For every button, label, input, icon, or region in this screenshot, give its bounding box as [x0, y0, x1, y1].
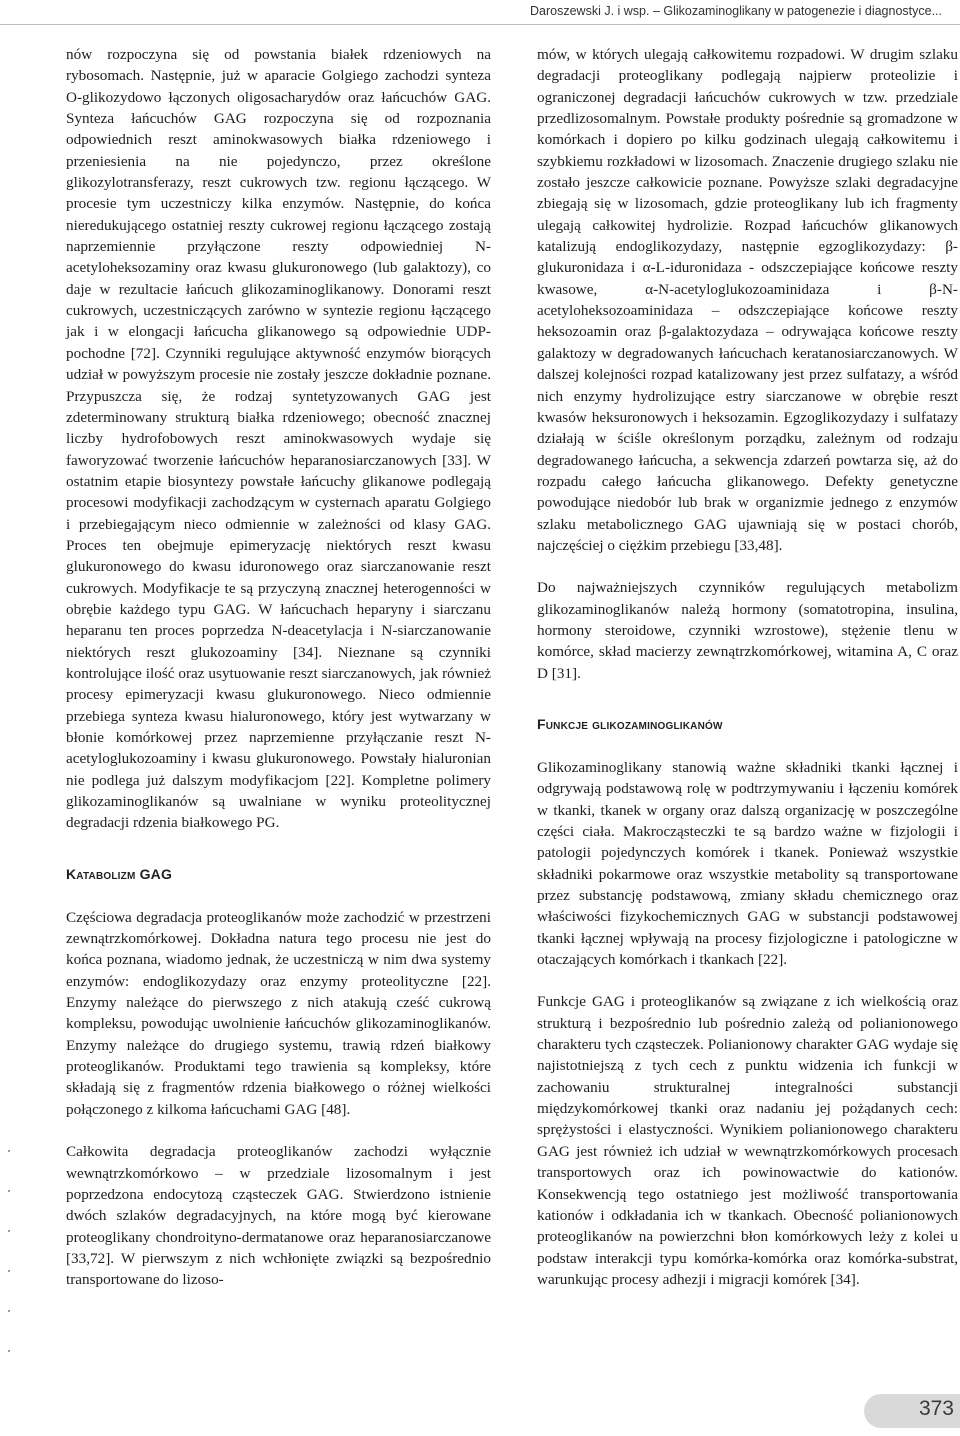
body-paragraph: Całkowita degradacja proteoglikanów zachodzi wyłącznie wewnątrzkomórkowo – w przedziale lizosomalnym i jest poprzedzona endocytozą cząsteczek GAG. Stwierdzono istnienie dwóch szlaków degradacyjnych, na które mogą być kierowane proteoglikany chondroityno-dermatanowe oraz heparanosiarczanowe [33,72]. W pierwszym z nich wchłonięte związki są bezpośrednio transportowane do lizoso-: [66, 1143, 491, 1289]
body-paragraph: Glikozaminoglikany stanowią ważne składniki tkanki łącznej i odgrywają podstawową rolę w podtrzymywaniu i łączeniu komórek w tkanki, tkanek w organy oraz dalszą organizację w poszczególne części ciała. Makrocząsteczki te są bardzo ważne w fizjologii i patologii pojedynczych komórek i tkanek. Ponieważ wszystkie składniki pokarmowe oraz wszystkie metabolity są transportowane przez substancję podstawową, zmiany składu chemicznego oraz właściwości fizykochemicznych GAG w substancji podstawowej tkanki łącznej wpływają na procesy fizjologiczne i patologiczne w otaczających komórkach i tkankach [22].: [537, 758, 958, 969]
section-heading-funkcje: Funkcje glikozaminoglikanów: [537, 715, 723, 732]
body-paragraph: Częściowa degradacja proteoglikanów może zachodzić w przestrzeni zewnątrzkomórkowej. Dokładna natura tego procesu nie jest do końca poznana, wiadomo jednak, że uczestniczą w nim dwa systemy enzymów: endoglikozydazy oraz enzymy proteolityczne [22]. Enzymy należące do pierwszego z nich atakują cześć cukrową kompleksu, powodując uwolnienie łańcuchów glikozaminoglikanów. Enzymy należące do drugiego systemu, trawią rdzeń białkowy proteoglikanów. Produktami tego trawienia są kompleksy, które składają się z fragmentów rdzenia białkowego o różnej wielkości połączonego z kilkoma łańcuchami GAG [48].: [66, 908, 491, 1118]
section-heading-katabolizm: Katabolizm GAG: [66, 865, 173, 882]
body-paragraph: mów, w których ulegają całkowitemu rozpadowi. W drugim szlaku degradacji proteoglikany podlegają najpierw proteolizie i ograniczonej degradacji łańcuchów cukrowych w tzw. przedziale przedlizosomalnym. Powstałe produkty pośrednie są gromadzone w komórkach i dopiero po kilku godzinach ulegają całkowitemu i szybkiemu rozkładowi w lizosomach. Znaczenie drugiego szlaku nie zostało jeszcze całkowicie poznane. Powyższe szlaki degradacyjne zbiegają się w lizosomach, gdzie proteoglikany lub ich fragmenty ulegają całkowitej hydrolizie. Rozpad łańcuchów glikanowych katalizują endoglikozydazy, następnie egzoglikozydazy: β-glukuronidaza i α-L-iduronidaza - odszczepiające końcowe reszty kwasowe, α-N-acetyloglukozoaminidaza i β-N-acetyloheksozoaminidaza – odszczepiające końcowe reszty heksozoamin oraz β-galaktozydaza – odrywająca końcowe reszty galaktozy w degradowanych łańcuchach keratanosiarczanowych. W dalszej kolejności rozpad katalizowany jest przez sulfatazy, a wśród nich enzymy hydrolizujące estry siarczanowe w obrębie reszt kwasów heksuronowych i heksozamin. Egzoglikozydazy i sulfatazy działają w ściśle określonym porządku, zależnym od rodzaju degradowanego łańcucha, a sekwencja zdarzeń powtarza się, aż do rozpadu całego łańcucha glikanowego. Defekty genetyczne powodujące niedobór lub brak w organizmie jednego z enzymów szlaku metabolicznego GAG ujawniają się w postaci chorób, najczęściej o ciężkim przebiegu [33,48].: [537, 46, 958, 554]
running-head: [0, 0, 960, 25]
body-paragraph: Do najważniejszych czynników regulujących metabolizm glikozaminoglikanów należą hormony (somatotropina, insulina, hormony steroidowe, czynniki wzrostowe), stężenie tlenu w komórce, skład macierzy zewnątrzkomórkowej, witamina A, C oraz D [31].: [537, 579, 958, 682]
page-number: 373: [918, 1397, 954, 1420]
body-paragraph: nów rozpoczyna się od powstania białek rdzeniowych na rybosomach. Następnie, już w aparacie Golgiego zachodzi synteza O-glikozydowo łączonych oligosacharydów oraz łańcuchów GAG. Synteza łańcuchów GAG rozpoczyna się od rozpoznania odpowiednich reszt aminokwasowych białka rdzeniowego i przeniesienia na nie pojedynczo, przez określone glikozylotransferazy, reszt cukrowych tzw. regionu łączącego. W procesie tym uczestniczy kilka enzymów. Następnie, do końca nieredukującego ostatniej reszty cukrowej regionu łączącego zostają naprzemiennie przyłączone reszty odpowiedniej N-acetyloheksozaminy oraz kwasu glukuronowego (lub galaktozy), co daje w rezultacie łańcuch glikozaminoglikanowy. Donorami reszt cukrowych, uczestniczących zarówno w syntezie regionu łączącego jak i w elongacji łańcucha glikanowego są odpowiednie UDP-pochodne [72]. Czynniki regulujące aktywność enzymów biorących udział w powyższym procesie nie zostały jeszcze dokładnie poznane. Przypuszcza się, że rodzaj syntetyzowanych GAG jest zdeterminowany strukturą białka rdzeniowego; obecność znacznej liczby hydrofobowych reszt aminokwasowych wydaje się faworyzować tworzenie łańcuchów heparanosiarczanowych [33]. W ostatnim etapie biosyntezy powstałe łańcuchy glikanowe podlegają procesowi modyfikacji zachodzącym w cysternach aparatu Golgiego i przebiegającym nieco odmiennie w zależności od klasy GAG. Proces ten obejmuje epimeryzację niektórych reszt kwasu glukuronowego do kwasu iduronowego oraz siarczanowanie reszt cukrowych. Modyfikacje te są przyczyną znacznej heterogenności w obrębie każdego typu GAG. W łańcuchach heparyny i siarczanu heparanu ten proces poprzedza N-deacetylacja i N-siarczanowanie niektórych reszt glukozoaminy [34]. Nieznane są czynniki kontrolujące ilość oraz usytuowanie reszt siarczanowych, jak również procesy epimeryzacji kwasu glukuronowego. Nieco odmiennie przebiega synteza kwasu hialuronowego, który jest wytwarzany w błonie komórkowej przez naprzemienne przyłączanie reszt N-acetyloglukozoaminy i kwasu glukuronowego. Powstały hialuronian nie podlega już dalszym modyfikacjom [22]. Kompletne polimery glikozaminoglikanów są uwalniane w wyniku proteolitycznej degradacji rdzenia białkowego PG.: [66, 46, 491, 832]
left-column: [66, 44, 491, 1291]
body-paragraph: Funkcje GAG i proteoglikanów są związane z ich wielkością oraz strukturą i bezpośrednio lub pośrednio zależą od polianionowego charakteru tych cząsteczek. Polianionowy charakter GAG wydaje się najistotniejszą z tych cech z punktu widzenia ich funkcji w zachowaniu strukturalnej integralności substancji międzykomórkowej tkanki oraz nadaniu jej pożądanych cech: sprężystości i elastyczności. Wynikiem polianionowego charakteru GAG jest również ich udział w wewnątrzkomórkowych procesach transportowych oraz ich powinowactwie do kationów. Konsekwencją tego ostatniego jest możliwość transportowania kationów i odkładania ich w tkankach. Obecność polianionowych proteoglikanów na powierzchni błon komórkowych leży z kolei u podstaw interakcji typu komórka-komórka oraz komórka-substrat, warunkując procesy adhezji i migracji komórek [34].: [537, 993, 958, 1288]
right-column: [537, 44, 958, 1290]
margin-marks: [8, 1150, 12, 1390]
page-number-tab: [850, 1392, 960, 1432]
running-head-text: Daroszewski J. i wsp. – Glikozaminoglikany w patogenezie i diagnostyce...: [530, 4, 942, 18]
